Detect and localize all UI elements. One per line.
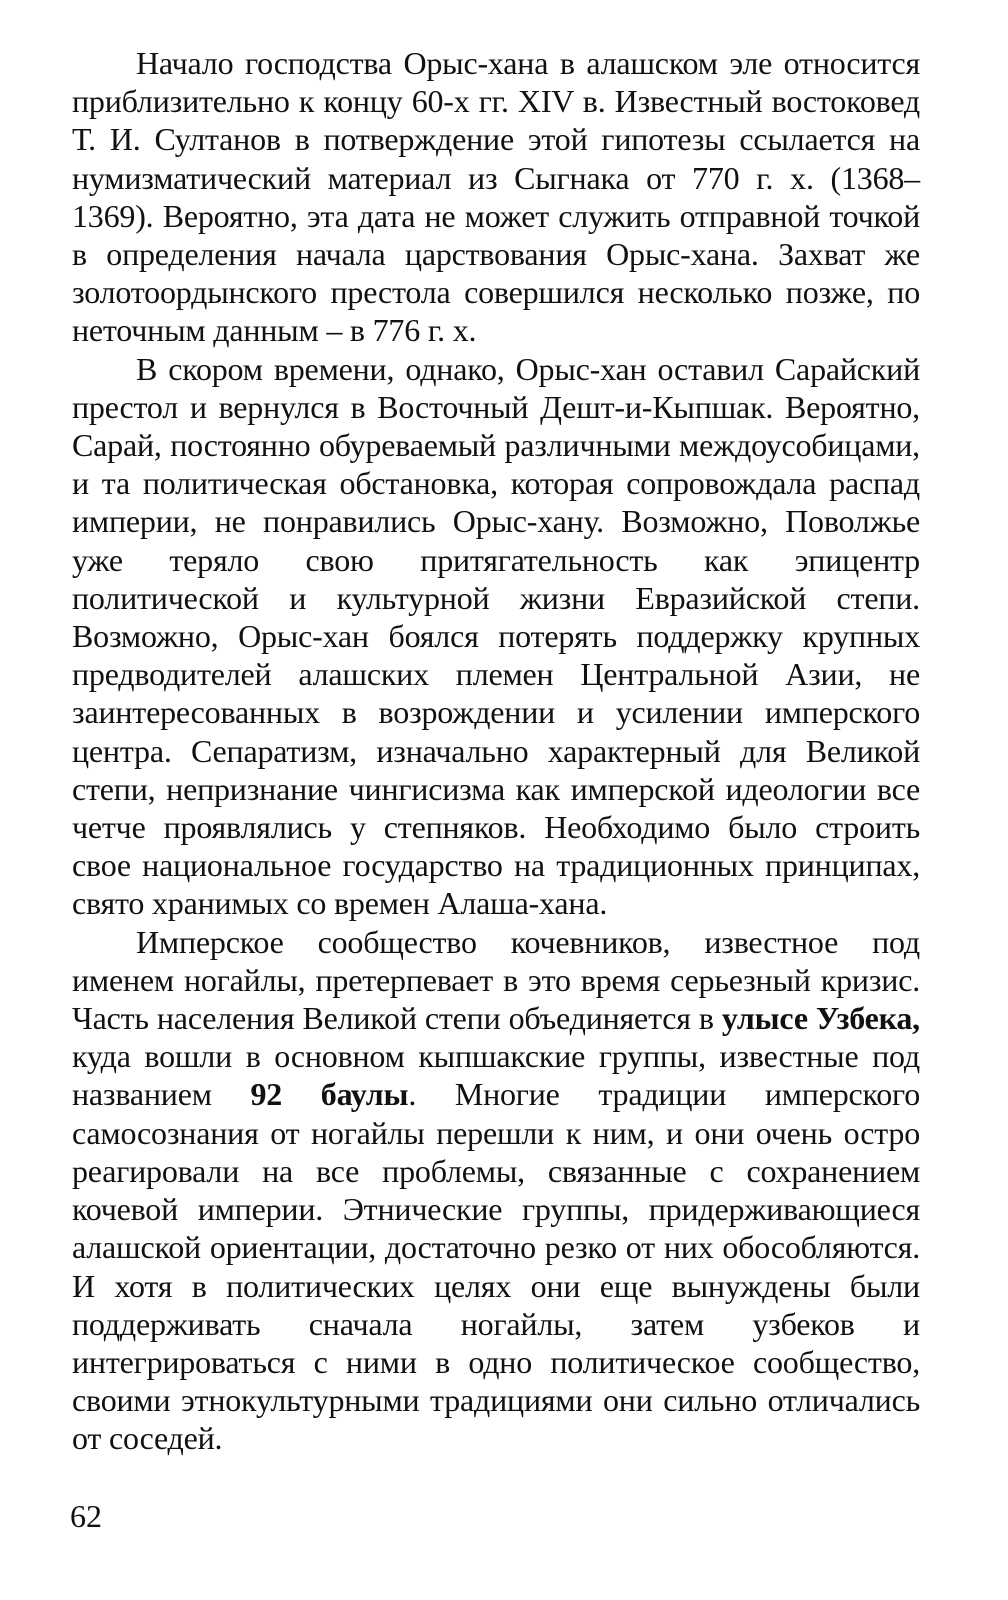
paragraph-3-text-b: куда вошли в основном кыпшакские группы, известные под названием (72, 1038, 920, 1113)
bold-term-ulus-uzbeka: улысе Узбека, (721, 1000, 920, 1037)
paragraph-2 (72, 350, 920, 923)
paragraph-3-text-a: Имперское сообщество кочевников, известное под именем ногайлы, претерпевает в это время серьезный кризис. Часть населения Великой степи объединяется в (72, 923, 920, 1037)
paragraph-3-text-c: . Многие традиции имперского самосознания от ногайлы перешли к ним, и они очень остро реагировали на все проблемы, связанные с сохранением кочевой империи. Этнические группы, придерживающиеся алашской ориентации, достаточно резко от них обособляются. И хотя в политических целях они еще вынуждены были поддерживать сначала ногайлы, затем узбеков и интегрироваться с ними в одно политическое сообщество, своими этнокультурными традициями они сильно отличались от соседей. (72, 1076, 920, 1457)
page-number: 62 (70, 1498, 102, 1534)
paragraph-3 (72, 923, 920, 1458)
page-body (72, 44, 920, 1458)
paragraph-1-text: Начало господства Орыс-хана в алашском эле относится приблизительно к концу 60-х гг. XIV в. Известный востоковед Т. И. Султанов в потверждение этой гипотезы ссылается на нумизматический материал из Сыгнака от 770 г. х. (1368–1369). Вероятно, эта дата не может служить отправной точкой в определения начала царствования Орыс-хана. Захват же золотоордынского престола совершился несколько позже, по неточным данным – в 776 г. х. (72, 45, 920, 349)
paragraph-1 (72, 44, 920, 350)
paragraph-2-text: В скором времени, однако, Орыс-хан оставил Сарайский престол и вернулся в Восточный Дешт-и-Кыпшак. Вероятно, Сарай, постоянно обуреваемый различными междоусобицами, и та политическая обстановка, которая сопровождала распад империи, не понравились Орыс-хану. Возможно, Поволжье уже теряло свою притягательность как эпицентр политической и культурной жизни Евразийской степи. Возможно, Орыс-хан боялся потерять поддержку крупных предводителей алашских племен Центральной Азии, не заинтересованных в возрождении и усилении имперского центра. Сепаратизм, изначально характерный для Великой степи, непризнание чингисизма как имперской идеологии все четче проявлялись у степняков. Необходимо было строить свое национальное государство на традиционных принципах, свято хранимых со времен Алаша-хана. (72, 350, 920, 922)
bold-term-92-bauly: 92 баулы (250, 1076, 409, 1113)
